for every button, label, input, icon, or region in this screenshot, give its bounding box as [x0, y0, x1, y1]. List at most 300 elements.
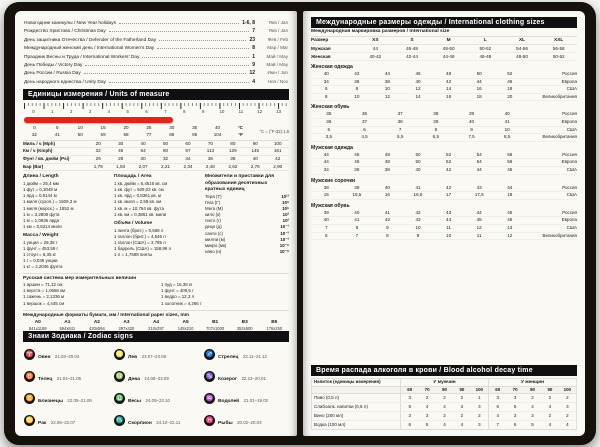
clothing-size-country: США — [566, 192, 577, 198]
clothing-size-values: 44 46 48 50 52 54 56 — [323, 151, 513, 157]
celsius-row — [23, 125, 243, 132]
fahrenheit-row — [23, 132, 243, 139]
clothing-size-country: Европа — [561, 159, 577, 165]
paper-format — [53, 320, 83, 332]
clothing-header: Международные размеры одежды / International clothing sizes — [311, 17, 577, 28]
alcohol-table-group-header — [312, 379, 576, 387]
zodiac-sign-text — [128, 389, 170, 407]
zodiac-sign — [204, 389, 288, 407]
zodiac-sign-dates: 21.01–19.02 — [243, 398, 269, 404]
clothing-section-title: Женская одежда — [311, 64, 353, 70]
paper-format-name: B1 — [212, 319, 219, 325]
prefix-value: 10⁻⁹ — [279, 248, 289, 254]
dotted-leader — [119, 23, 239, 24]
volume-list — [114, 228, 198, 258]
conversion-item: 1 м = 3,2808 фута — [23, 211, 60, 217]
conversion-item: 1 унция = 28,35 г — [23, 239, 58, 245]
conversion-item: 1 баррель (США) = 158,99 л — [114, 245, 172, 251]
holiday-day: 23 — [249, 36, 255, 43]
clothing-size-row — [311, 225, 577, 233]
zodiac-header: Знаки Зодиака / Zodiac signs — [23, 331, 289, 342]
zodiac-sign-icon: ♉ — [25, 372, 34, 380]
area-title: Площадь / Area — [114, 174, 152, 180]
clothing-size-country: Россия — [562, 151, 577, 157]
alcohol-men-hours: 3 2 2 2 1 — [400, 394, 488, 402]
measure-item: 1 вершок = 4,445 см — [23, 300, 65, 306]
prefix-value: 10² — [282, 218, 289, 224]
clothing-size-country: США — [566, 86, 577, 92]
clothing-size-row — [311, 217, 577, 225]
fahrenheit-values: 32 41 50 59 68 77 86 95 104 — [31, 132, 222, 138]
zodiac-sign-icon: ♏ — [115, 416, 124, 424]
units-header: Единицы измерения / Units of measure — [23, 89, 289, 100]
clothing-size-values: 15 15,5 16 16,5 17 17,5 18 — [323, 192, 513, 198]
celsius-unit-label: °C — [237, 125, 243, 131]
zodiac-sign-dates: 23.11–21.12 — [242, 354, 267, 360]
clothing-size-row — [311, 210, 577, 218]
length-list — [23, 181, 107, 230]
zodiac-sign — [24, 411, 108, 429]
size-marking-row-values: 44 46-48 48-50 50-52 54-56 56-58 — [372, 46, 565, 51]
paper-format — [82, 320, 112, 332]
alcohol-weights-spacer — [312, 387, 400, 394]
zodiac-sign-name: Телец — [38, 377, 53, 383]
paper-format — [141, 320, 171, 332]
conversion-item: 1 кв. фут = 929,03 кв. см — [114, 187, 164, 193]
prefix-value: 10¹² — [281, 193, 289, 199]
alcohol-men-header: У мужчин — [400, 379, 488, 386]
prefix-name: деци (д) — [205, 224, 222, 230]
zodiac-sign-name: Козерог — [218, 377, 238, 383]
alcohol-header: Время распада алкоголя в крови / Blood alcohol decay time — [311, 365, 577, 376]
alcohol-rows — [312, 394, 576, 429]
psi-label: Фунт / кв. дюйм (Psi) — [23, 156, 70, 162]
conversion-item: 1 ярд = 0,9144 м — [23, 193, 57, 199]
holiday-month: Май / May — [266, 53, 288, 59]
paper-format-size: 148x210 — [177, 325, 194, 331]
holiday-row — [24, 19, 288, 27]
holiday-day: 7 — [252, 28, 255, 35]
paper-format-size: 594x841 — [59, 325, 76, 331]
conversion-item: 1 миля (сухоп.) = 1609,3 м — [23, 199, 77, 205]
zodiac-sign — [204, 345, 288, 363]
clothing-size-row — [311, 233, 577, 241]
paper-sizes-title: Международные форматы бумаги, мм / International paper sizes, mm — [23, 310, 289, 319]
right-page — [303, 11, 585, 436]
conversion-columns — [23, 174, 289, 270]
alcohol-row — [312, 412, 576, 421]
conversion-item: 1 км = 0,6214 мили — [23, 223, 62, 229]
dotted-leader — [85, 65, 249, 66]
zodiac-grid — [23, 342, 289, 430]
alcohol-women-header: У женщин — [488, 379, 576, 386]
clothing-size-country: Европа — [561, 118, 577, 124]
clothing-section-rows — [311, 185, 577, 200]
clothing-size-row — [311, 185, 577, 193]
zodiac-sign-icon: ♎ — [115, 394, 124, 402]
conversion-item: 1 кв. миля = 2,59 кв. км — [114, 199, 162, 205]
size-marking-row-values: 40-42 42-44 44-46 46-48 48-50 50-52 — [369, 54, 565, 59]
zodiac-sign-text — [218, 345, 267, 363]
clothing-size-values: 38 39 40 41 42 43 44 — [323, 184, 513, 190]
prefix-name: санти (с) — [205, 230, 223, 236]
holiday-month: Янв / Jan — [268, 28, 288, 34]
zodiac-sign — [114, 367, 198, 385]
length-weight-column — [23, 174, 107, 270]
clothing-size-country: Европа — [561, 78, 577, 84]
bar-label: Бар (Bar) — [23, 163, 44, 169]
alcohol-men-hours: 5 4 4 3 3 — [400, 403, 488, 411]
clothing-section-rows — [311, 71, 577, 101]
holiday-day: 8 — [252, 45, 255, 52]
zodiac-sign-dates: 20.02–20.03 — [237, 420, 262, 426]
zodiac-sign — [24, 389, 108, 407]
zodiac-sign-text — [38, 411, 75, 429]
prefixes-column — [205, 174, 289, 270]
prefix-value: 10⁹ — [282, 200, 289, 206]
clothing-size-row — [311, 192, 577, 200]
paper-format-size: 353x500 — [236, 325, 253, 331]
holiday-name: День Победы / Victory Day — [24, 63, 83, 69]
paper-format-name: A3 — [123, 319, 130, 325]
zodiac-sign-text — [128, 345, 166, 363]
holiday-name: День защитника Отечества / Defender of the Fatherland Day — [24, 37, 157, 43]
alcohol-women-hours: 4 3 3 2 2 — [488, 412, 576, 420]
red-marker-line — [24, 117, 173, 123]
prefix-name: Мега (М) — [205, 206, 223, 212]
zodiac-sign-dates: 21.04–21.05 — [56, 376, 82, 382]
paper-format — [260, 320, 290, 332]
conversion-item: 1 галлон (брит.) = 4,546 л — [114, 233, 166, 239]
zodiac-sign-name: Весы — [128, 399, 142, 405]
area-volume-column — [114, 174, 198, 270]
clothing-size-row — [311, 167, 577, 175]
zodiac-sign-dates: 24.10–22.11 — [156, 420, 181, 426]
clothing-size-row — [311, 111, 577, 119]
clothing-size-country: США — [566, 224, 577, 230]
clothing-section-title: Мужская обувь — [311, 202, 350, 209]
mph-values: 20 30 40 50 60 70 80 90 100 — [95, 140, 282, 146]
clothing-section — [311, 203, 577, 240]
measure-item: 1 сажень = 2,1336 м — [23, 294, 65, 300]
zodiac-sign-text — [218, 389, 268, 407]
clothing-size-country: Великобритания — [542, 134, 577, 140]
prefix-value: 10⁻⁶ — [279, 242, 289, 248]
zodiac-sign-name: Стрелец — [218, 355, 239, 361]
ruler — [24, 103, 288, 115]
zodiac-sign-icon: ♋ — [25, 416, 34, 424]
zodiac-section — [23, 331, 289, 430]
clothing-size-values: 5 6 7 8 9 10 — [327, 126, 510, 132]
russian-measures — [23, 282, 289, 306]
zodiac-sign-icon: ♍ — [115, 372, 124, 380]
clothing-size-country: США — [566, 166, 577, 172]
zodiac-sign-icon: ♌ — [115, 350, 124, 358]
paper-format-size: 707x1000 — [206, 325, 225, 331]
clothing-size-values: 39 40 41 42 43 44 45 — [323, 209, 513, 215]
zodiac-sign — [204, 367, 288, 385]
paper-format — [230, 320, 260, 332]
prefix-value: 10⁻² — [280, 230, 289, 236]
clothing-size-values: 36 37 38 39 40 41 — [326, 118, 510, 124]
psi-values: 26 28 30 32 34 36 38 40 42 — [95, 156, 281, 162]
zodiac-sign-text — [218, 411, 262, 429]
zodiac-sign — [24, 345, 108, 363]
alcohol-table — [311, 378, 577, 431]
clothing-size-row — [311, 159, 577, 167]
celsius-values: 0 5 10 15 20 25 30 35 40 — [33, 125, 221, 131]
conversion-item: 1 кг = 2,2046 фунта — [23, 264, 63, 270]
conversion-item: 1 м = 1,0936 ярда — [23, 217, 60, 223]
zodiac-sign-text — [128, 367, 169, 385]
dotted-leader — [109, 82, 249, 83]
measure-item: 1 ведро = 12,3 л — [161, 294, 195, 300]
alcohol-women-hours: 7 6 5 4 4 — [488, 421, 576, 429]
zodiac-sign — [114, 389, 198, 407]
clothing-size-values: 35 36 37 38 39 40 — [326, 111, 510, 117]
kmph-row — [23, 148, 289, 156]
dotted-leader — [157, 48, 249, 49]
zodiac-sign-name: Рыбы — [218, 421, 233, 427]
area-list — [114, 181, 198, 218]
kmph-values: 32 48 64 80 97 113 129 145 161 — [95, 148, 282, 154]
bar-row — [23, 164, 289, 172]
prefix-name: гекто (г) — [205, 218, 222, 224]
prefix-name: Тера (Т) — [205, 193, 222, 199]
size-marking-row-label: Женская — [311, 54, 331, 59]
paper-format-size: 297x420 — [118, 325, 135, 331]
conversion-item: 1 фунт = 453,59 г — [23, 245, 59, 251]
holiday-day: 9 — [252, 62, 255, 69]
zodiac-sign — [24, 367, 108, 385]
paper-format-name: B3 — [241, 319, 248, 325]
clothing-size-country: Россия — [562, 184, 577, 190]
size-marking-header: Размер XS S M L XL XXL — [311, 37, 577, 45]
zodiac-sign-dates: 24.09–23.10 — [145, 398, 170, 404]
clothing-size-row — [311, 134, 577, 142]
measure-item: 1 аршин = 71,12 см — [23, 282, 63, 288]
prefix-value: 10⁻¹ — [280, 224, 289, 230]
conversion-item: 1 стоун = 6,35 кг — [23, 251, 57, 257]
ruler-numbers: 0 1 2 3 4 5 6 7 8 9 10 11 12 13 — [32, 109, 281, 115]
zodiac-sign-icon: ♑ — [205, 372, 214, 380]
mph-label: Миль / ч (Mph) — [23, 140, 55, 146]
holiday-day: 1 — [252, 53, 255, 60]
clothing-size-values: 6 8 10 12 14 16 18 — [325, 86, 513, 92]
dotted-leader — [142, 57, 249, 58]
zodiac-sign-name: Лев — [128, 355, 138, 361]
prefixes-list — [205, 194, 289, 255]
clothing-size-country: США — [566, 126, 577, 132]
holiday-name: Новогодние каникулы / New Year holidays — [24, 21, 116, 26]
dotted-leader — [109, 31, 249, 32]
zodiac-sign-text — [128, 411, 180, 429]
alcohol-section — [311, 365, 577, 431]
clothing-sections — [311, 61, 577, 240]
alcohol-drink-column-header: Напиток (единицы измерения) — [314, 378, 381, 384]
alcohol-drink-name: Пиво (0,5 л) — [314, 395, 339, 400]
prefix-name: милли (м) — [205, 236, 226, 242]
weight-title: Масса / Weight — [23, 232, 59, 238]
holiday-day: 12 — [249, 70, 255, 77]
volume-title: Объём / Volume — [114, 220, 153, 226]
holiday-row — [24, 53, 288, 61]
prefix-name: микро (мк) — [205, 242, 227, 248]
clothing-size-row — [311, 71, 577, 79]
clothing-section — [311, 145, 577, 175]
clothing-section-title: Мужские сорочки — [311, 177, 356, 184]
dotted-leader — [159, 40, 246, 41]
conversion-item: 1 кв. ярд = 0,8361 кв. м — [114, 193, 161, 199]
clothing-section-title: Мужская одежда — [311, 144, 354, 151]
size-marking-row — [311, 53, 577, 61]
paper-sizes-grid — [23, 320, 289, 332]
paper-format-size: 176x250 — [266, 325, 283, 331]
paper-format-name: A2 — [93, 319, 100, 325]
size-marking-subtitle: Международная маркировка размеров / International size — [311, 28, 577, 37]
holiday-month: Мар / Mar — [267, 45, 288, 51]
zodiac-sign-icon: ♈ — [25, 350, 34, 358]
conversion-item: 1 кв. дюйм = 6,4516 кв. см — [114, 181, 168, 187]
conversion-item: 1 миля (морск.) = 1852 м — [23, 205, 74, 211]
conversion-item: 1 л = 1,7598 пинты — [114, 251, 153, 257]
conversion-item: 1 дюйм = 25,4 мм — [23, 181, 59, 187]
alcohol-drink-name: Водка (100 мл) — [314, 422, 346, 427]
prefixes-title: Множители и приставки для образования десятичных кратных единиц — [205, 174, 275, 193]
clothing-size-country: Великобритания — [542, 232, 577, 238]
holiday-month: Фев / Feb — [267, 36, 288, 42]
paper-format-size: 841x1189 — [28, 325, 47, 331]
clothing-size-values: 3,5 4,5 5,5 6,5 7,5 8,5 — [325, 134, 511, 140]
holiday-row — [24, 44, 288, 52]
holiday-row — [24, 78, 288, 86]
clothing-section — [311, 178, 577, 200]
holiday-name: Международный женский день / International Women's Day — [24, 46, 155, 52]
paper-format — [112, 320, 142, 332]
prefix-value: 10⁻³ — [280, 236, 289, 242]
holiday-name: День народного единства / Unity Day — [24, 79, 106, 85]
clothing-size-row — [311, 79, 577, 87]
clothing-size-row — [311, 127, 577, 135]
clothing-size-values: 40 41 42 43 44 45 46 — [323, 217, 513, 223]
paper-format-size: 210x297 — [148, 325, 164, 331]
holiday-row — [24, 27, 288, 35]
measure-item: 1 пуд = 16,38 кг — [161, 282, 193, 288]
clothing-size-values: 40 42 44 46 48 50 52 — [323, 71, 513, 76]
clothing-size-row — [311, 94, 577, 102]
zodiac-sign — [204, 411, 288, 429]
alcohol-men-hours: 3 3 2 2 2 — [400, 412, 488, 420]
units-section — [23, 89, 289, 331]
temperature-rows — [23, 125, 243, 139]
alcohol-row — [312, 421, 576, 429]
paper-format — [171, 320, 201, 332]
paper-format-name: A0 — [34, 319, 41, 325]
russian-measures-col1 — [23, 282, 151, 306]
zodiac-sign-dates: 23.07–23.08 — [141, 354, 167, 360]
fahrenheit-unit-label: °F — [238, 132, 243, 138]
zodiac-sign-dates: 22.12–20.01 — [241, 376, 266, 382]
conversion-item: 1 пинта (брит.) = 0,568 л — [114, 227, 164, 233]
clothing-size-values: 44 46 48 50 52 54 56 — [323, 159, 513, 165]
prefix-name: кило (к) — [205, 212, 221, 218]
conversion-item: 1 г = 0,035 унции — [23, 258, 58, 264]
holiday-row — [24, 69, 288, 77]
holidays-list — [23, 17, 289, 86]
alcohol-table-weights-header — [312, 387, 576, 395]
prefix-value: 10³ — [282, 212, 289, 218]
clothing-size-values: 34 36 38 40 42 44 46 — [323, 166, 513, 172]
clothing-section-rows — [311, 111, 577, 141]
zodiac-sign-text — [38, 389, 92, 407]
paper-format-size: 420x594 — [89, 325, 105, 331]
holiday-name: День России / Russia Day — [24, 71, 81, 77]
clothing-section-rows — [311, 152, 577, 175]
clothing-size-country: Россия — [562, 209, 577, 215]
alcohol-drink-name: Слабоалк. напитки (0,5 л) — [314, 404, 368, 409]
zodiac-sign-name: Водолей — [218, 399, 240, 405]
zodiac-sign-text — [38, 367, 81, 385]
clothing-section — [311, 104, 577, 141]
clothing-section-title: Женская обувь — [311, 104, 350, 111]
clothing-section-rows — [311, 210, 577, 240]
clothing-size-values: 34 36 38 40 42 44 46 — [323, 78, 513, 84]
holiday-month: Июн / Jun — [267, 70, 288, 76]
length-title: Длина / Length — [23, 174, 59, 180]
prefix-name: нано (н) — [205, 248, 222, 254]
zodiac-sign — [114, 345, 198, 363]
alcohol-women-weights: 60 70 80 90 100 — [488, 387, 576, 394]
conversion-item: 1 фут = 0,3048 м — [23, 187, 58, 193]
zodiac-sign-text — [218, 367, 266, 385]
alcohol-women-hours: 6 5 4 4 3 — [488, 403, 576, 411]
conversion-item: 1 галлон (США) = 3,785 л — [114, 239, 166, 245]
clothing-size-row — [311, 86, 577, 94]
prefix-name: Гига (Г) — [205, 200, 221, 206]
conversion-item: 1 кв. м = 10,764 кв. фута — [114, 205, 164, 211]
size-marking-row — [311, 45, 577, 53]
planner-book — [4, 2, 596, 445]
holiday-month: Май / May — [266, 62, 288, 68]
clothing-size-country: Европа — [561, 217, 577, 223]
paper-format-name: B5 — [271, 319, 278, 325]
paper-format-name: A1 — [64, 319, 71, 325]
alcohol-men-weights: 60 70 80 90 100 — [400, 387, 488, 394]
holiday-row — [24, 36, 288, 44]
clothing-size-country: Россия — [562, 111, 577, 117]
holiday-name: Рождество Христово / Christmas Day — [24, 29, 106, 35]
dotted-leader — [84, 73, 247, 74]
temperature-formula: °C = (°F-32):1,8 — [259, 129, 289, 135]
holiday-name: Праздник Весны и Труда / International Workers' Day — [24, 54, 140, 60]
left-page — [15, 11, 297, 436]
paper-format-name: A4 — [152, 319, 160, 325]
paper-format-name: A5 — [182, 319, 189, 325]
zodiac-sign-name: Скорпион — [128, 421, 152, 427]
clothing-size-values: 7 8 9 10 11 12 13 — [325, 224, 513, 230]
clothing-size-row — [311, 152, 577, 160]
measure-item: 1 фунт = 409,5 г — [161, 288, 194, 294]
measure-item: 1 верста = 1,0668 км — [23, 288, 66, 294]
holiday-month: Ноя / Nov — [267, 78, 288, 84]
temperature-table — [23, 125, 289, 141]
alcohol-drink-name: Вино (200 мл) — [314, 413, 344, 418]
clothing-size-values: 6 7 8 9 10 11 12 — [325, 232, 513, 238]
clothing-size-country: Великобритания — [542, 93, 577, 99]
holiday-month: Янв / Jan — [268, 20, 288, 25]
alcohol-women-hours: 3 3 2 2 2 — [488, 394, 576, 402]
holiday-row — [24, 61, 288, 69]
